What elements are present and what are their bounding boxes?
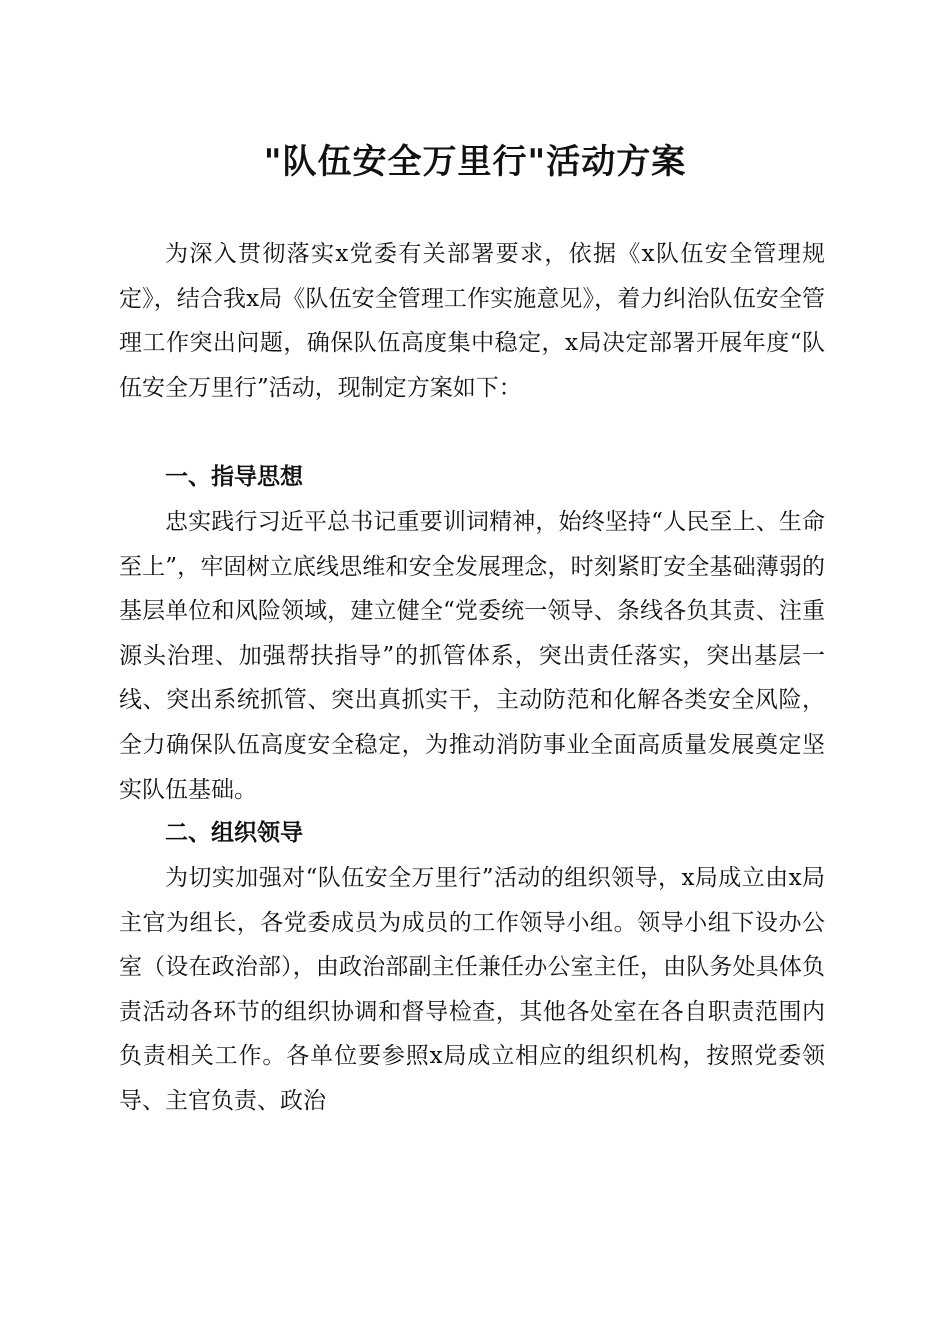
section-paragraph-guiding-ideology: 忠实践行习近平总书记重要训词精神，始终坚持“人民至上、生命至上”，牢固树立底线思维和安全发展理念，时刻紧盯安全基础薄弱的基层单位和风险领域，建立健全“党委统一领导、条线各负其责、注重源头治理、加强帮扶指导”的抓管体系，突出责任落实，突出基层一线、突出系统抓管、突出真抓实干，主动防范和化解各类安全风险，全力确保队伍高度安全稳定，为推动消防事业全面高质量发展奠定坚实队伍基础。 [119, 509, 825, 803]
document-title: "队伍安全万里行"活动方案 [263, 142, 687, 182]
section-paragraph-organization-leadership: 为切实加强对“队伍安全万里行”活动的组织领导，x局成立由x局主官为组长，各党委成员为成员的工作领导小组。领导小组下设办公室（设在政治部），由政治部副主任兼任办公室主任，由队务处具体负责活动各环节的组织协调和督导检查，其他各处室在各自职责范围内负责相关工作。各单位要参照x局成立相应的组织机构，按照党委领导、主官负责、政治 [119, 865, 825, 1114]
section-heading-guiding-ideology: 一、指导思想 [165, 464, 303, 490]
intro-paragraph: 为深入贯彻落实x党委有关部署要求，依据《x队伍安全管理规定》，结合我x局《队伍安全管理工作实施意见》，着力纠治队伍安全管理工作突出问题，确保队伍高度集中稳定，x局决定部署开展年度“队伍安全万里行”活动，现制定方案如下： [119, 241, 825, 401]
section-heading-organization-leadership: 二、组织领导 [165, 820, 303, 846]
